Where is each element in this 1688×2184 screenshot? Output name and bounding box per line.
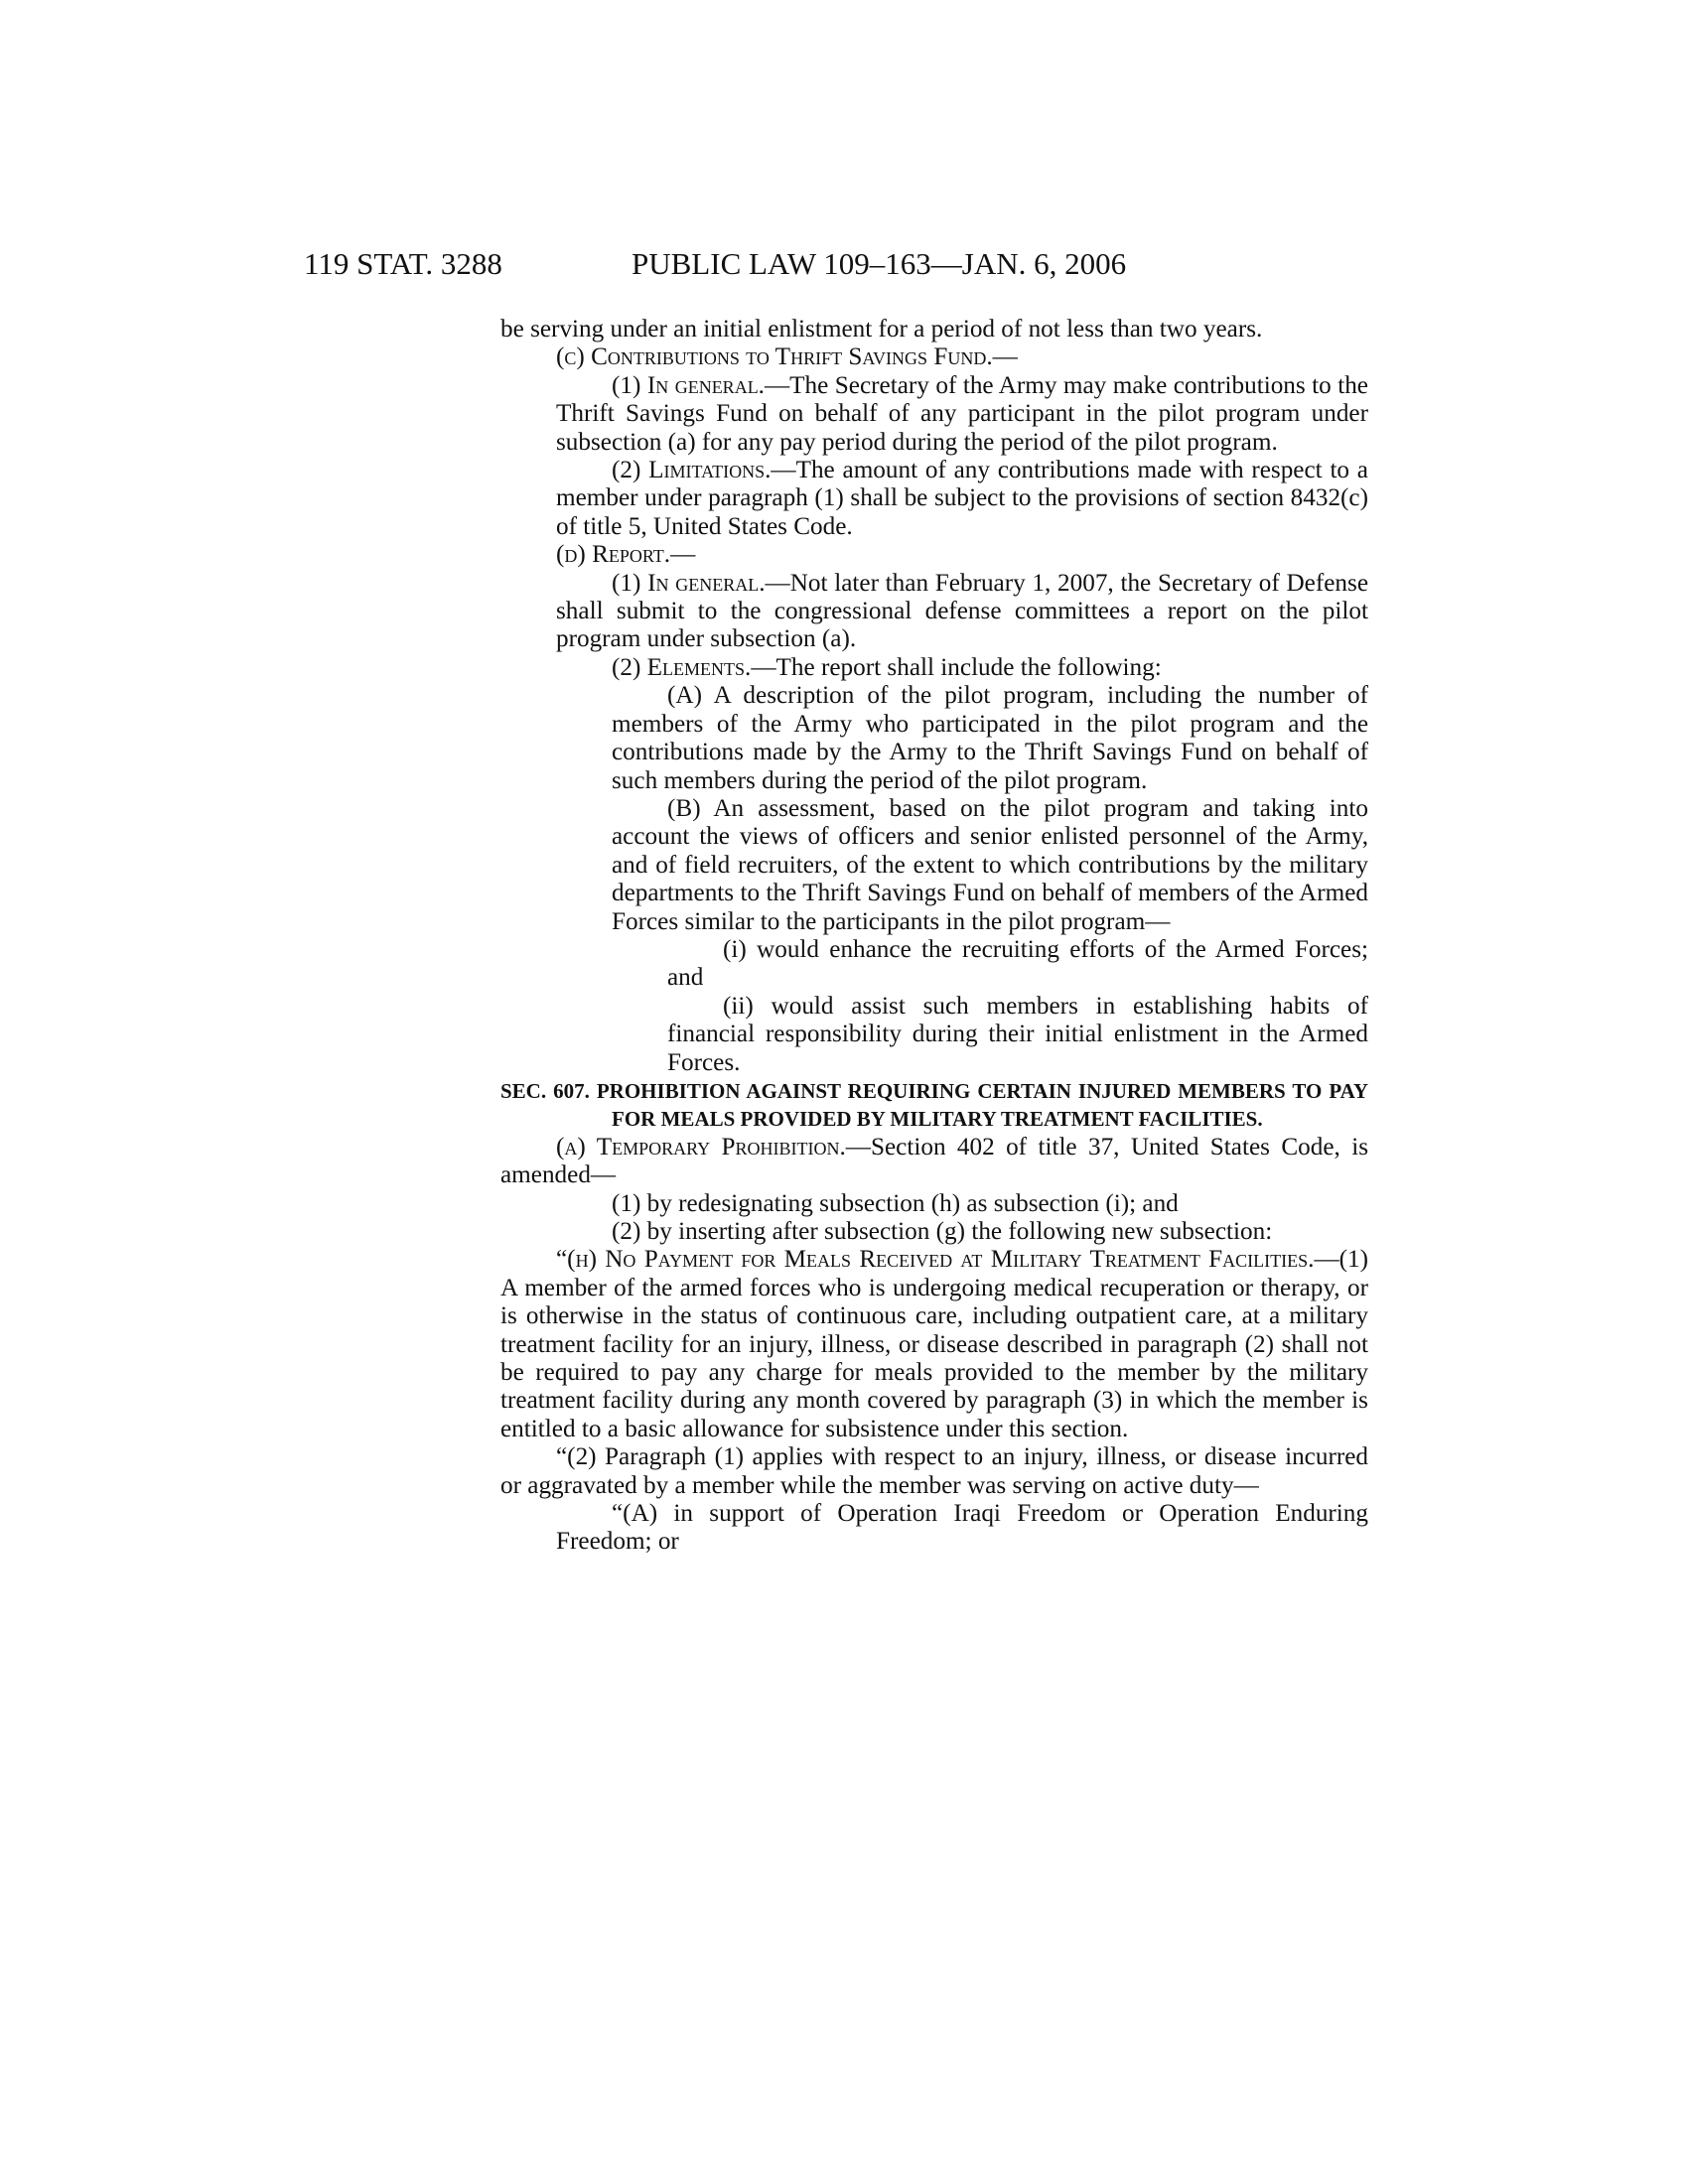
- subsection-h: [500, 1246, 1368, 1443]
- paragraph-c2-text: —The amount of any contributions made with respect to a member under paragraph (1) shall be subject to the provisions of section 8432(c) of title 5, United States Code.: [556, 457, 1368, 540]
- paragraph-a1: (1) by redesignating subsection (h) as subsection (i); and: [612, 1189, 1179, 1217]
- paragraph-d1-heading: (1) In general.: [612, 569, 766, 597]
- paragraph-continuation: be serving under an initial enlistment for a period of not less than two years.: [500, 316, 1263, 342]
- section-607-heading: SEC. 607. PROHIBITION AGAINST REQUIRING CERTAIN INJURED MEMBERS TO PAY FOR MEALS PROVIDED BY MILITARY TREATMENT FACILITIES.: [500, 1078, 1368, 1132]
- subsection-c-heading-text: (c) Contributions to Thrift Savings Fund.—: [556, 343, 1018, 371]
- subsection-a: [500, 1134, 1368, 1190]
- subsection-a-heading: (a) Temporary Prohibition.: [556, 1133, 846, 1160]
- paragraph-d2-text: —The report shall include the following:: [751, 653, 1162, 681]
- paragraph-c2-heading: (2) Limitations.: [612, 457, 772, 484]
- subparagraph-h2-a: “(A) in support of Operation Iraqi Freedom or Operation Enduring Freedom; or: [556, 1500, 1368, 1556]
- paragraph-c1: [500, 372, 1368, 457]
- paragraph-d2-heading: (2) Elements.: [612, 653, 752, 681]
- subsection-d-heading-text: (d) Report.—: [556, 541, 696, 569]
- clause-ii: (ii) would assist such members in establishing habits of financial responsibility during their initial enlistment in the Armed Forces.: [667, 992, 1368, 1076]
- paragraph-d2: [500, 654, 1368, 682]
- subsection-h-text: —(1) A member of the armed forces who is undergoing medical recuperation or therapy, or is otherwise in the status of continuous care, including outpatient care, at a military treatment facility for an injury, illness, or disease described in paragraph (2) shall not be required to pay any charge for meals provided to the member by the military treatment facility during any month covered by paragraph (3) in which the member is entitled to a basic allowance for subsistence under this section.: [500, 1246, 1368, 1442]
- subparagraph-d2-a: (A) A description of the pilot program, including the number of members of the Army who participated in the pilot program and the contributions made by the Army to the Thrift Savings Fund on behalf of such members during the period of the pilot program.: [612, 682, 1368, 794]
- paragraph-c1-heading: (1) In general.: [612, 371, 765, 399]
- paragraph-d1: [500, 570, 1368, 654]
- public-law-title: PUBLIC LAW 109–163—JAN. 6, 2006: [632, 246, 1127, 281]
- subparagraph-d2-b: (B) An assessment, based on the pilot program and taking into account the views of officers and senior enlisted personnel of the Army, and of field recruiters, of the extent to which contributions by the military departments to the Thrift Savings Fund on behalf of members of the Armed Forces similar to the participants in the pilot program—: [612, 794, 1368, 935]
- paragraph-h2: “(2) Paragraph (1) applies with respect to an injury, illness, or disease incurred or aggravated by a member while the member was serving on active duty—: [500, 1443, 1368, 1499]
- document-body: [500, 316, 1368, 1557]
- subsection-c-heading: [500, 343, 1368, 371]
- subsection-a-text: —Section 402 of title 37, United States Code, is amended—: [500, 1133, 1368, 1189]
- paragraph-c2: [500, 457, 1368, 541]
- paragraph-a2: (2) by inserting after subsection (g) the following new subsection:: [612, 1218, 1273, 1245]
- subsection-d-heading: [500, 541, 1368, 569]
- subsection-h-heading: “(h) No Payment for Meals Received at Military Treatment Facilities.: [556, 1246, 1315, 1274]
- page-header: [304, 246, 1366, 286]
- paragraph-d1-text: —Not later than February 1, 2007, the Secretary of Defense shall submit to the congressional defense committees a report on the pilot program under subsection (a).: [556, 569, 1369, 653]
- paragraph-c1-text: —The Secretary of the Army may make contributions to the Thrift Savings Fund on behalf of any participant in the pilot program under subsection (a) for any pay period during the period of the pilot program.: [556, 371, 1368, 456]
- clause-i: (i) would enhance the recruiting efforts of the Armed Forces; and: [667, 935, 1368, 992]
- statute-citation: 119 STAT. 3288: [304, 246, 502, 281]
